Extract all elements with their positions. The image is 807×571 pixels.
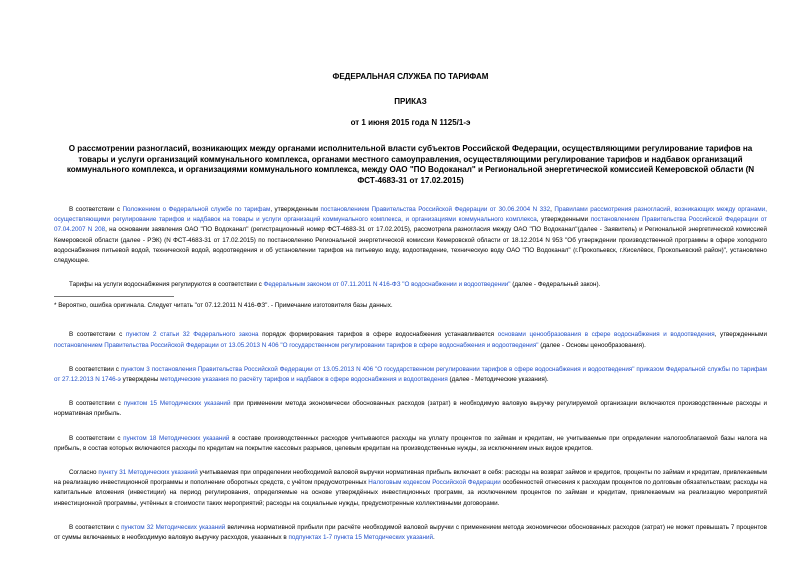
agency-heading: ФЕДЕРАЛЬНАЯ СЛУЖБА ПО ТАРИФАМ [332, 72, 489, 81]
text: при применении метода экономически обоснованных расходов (затрат) в необходимую валовую выручку регулируемой организации включаются производственные расходы и нормативная прибыль. [54, 400, 768, 418]
link-pricing-basics[interactable]: основами ценообразования в сфере водоснабжения и водоотведения [497, 331, 715, 339]
link-item-15[interactable]: пунктом 15 Методических указаний [123, 400, 231, 408]
text: Тарифы на услуги водоснабжения регулируются в соответствии с [69, 281, 264, 289]
paragraph-7 [54, 468, 767, 509]
text: особенностей отнесения к расходам процентов по долговым обязательствам; расходы на капитальные вложения (инвестиции) на период регулирования, определяемые на основе утверждённых инвестиционных программ, за исключением процентов по займам и кредитам, привлекаемым на реализацию мероприятий инвестиционной программы, учтённых в стоимости таких мероприятий; расходы на социальные нужды, предусмотренные коллективными договорами. [54, 479, 767, 507]
text: порядок формирования тарифов в сфере водоснабжения устанавливается [258, 331, 498, 339]
link-order-1746[interactable]: приказом Федеральной службы по тарифам от 27.12.2013 N 1746-э [54, 365, 768, 384]
text: В соответствии с [69, 206, 123, 213]
link-resolution-332[interactable]: постановлением Правительства Российской Федерации от 30.06.2004 N 332 [320, 206, 551, 213]
text: Согласно [69, 469, 99, 477]
link-item-18[interactable]: пунктом 18 Методических указаний [123, 434, 230, 442]
paragraph-3 [54, 330, 767, 350]
text: , утвержденными [714, 331, 768, 339]
link-resolution-406-item-3[interactable]: пунктом 3 постановления Правительства Российской Федерации от 13.05.2013 N 406 "О государственном регулировании тарифов в сфере водоснабжения и водоотведения" [120, 365, 635, 373]
text: (далее - Основы ценообразования). [538, 341, 646, 349]
link-fst-regulation[interactable]: Положением о Федеральной службе по тарифам [122, 206, 271, 213]
paragraph-1 [54, 205, 767, 266]
link-item-31[interactable]: пункту 31 Методических указаний [98, 469, 198, 477]
link-tax-code[interactable]: Налоговым кодексом Российской Федерации [368, 479, 501, 487]
text: В соответствии с [69, 434, 124, 442]
text: , [550, 206, 555, 213]
text: В соответствии с [69, 523, 122, 531]
text: В соответствии с [69, 331, 126, 339]
text: утверждены [120, 376, 161, 384]
text: учитываемая при определении необходимой валовой выручки нормативная прибыль включает в себя: расходы на возврат займов и кредитов, проценты по займам и кредитам, привлекаемым на реализацию инвестиционной программы и пополнение оборотных средств, с учётом предусмотренных [54, 469, 768, 487]
paragraph-6 [54, 434, 767, 454]
text: (далее - Федеральный закон). [510, 281, 601, 289]
link-item-32[interactable]: пунктом 32 Методических указаний [121, 523, 226, 531]
text: В соответствии с [69, 365, 121, 373]
paragraph-2 [54, 280, 767, 290]
text: величина нормативной прибыли при расчёте необходимой валовой выручки с применением метода экономически обоснованных расходов (затрат) не может превышать 7 процентов от суммы включаемых в необходимую валовую выручку расходов, указанных в [54, 523, 767, 542]
text: в составе производственных расходов учитываются расходы на уплату процентов по займам и кредитам, не учитываемые при определении налогооблагаемой базы налога на прибыль, в состав которых включаются расходы по кредитам на покрытие кассовых разрывов, целевым кредитам на производственные нужды, за исключением иных видов кредитов. [54, 434, 767, 452]
text: , на основании заявления ОАО "ПО Водоканал" (регистрационный номер ФСТ-4683-31 от 17.02.2015), рассмотрела разногласия между ОАО "ПО Водоканал"(далее - Заявитель) и Региональной энергетической комиссией Кемеровской области (далее - РЭК) (N ФСТ-4683-31 от 17.02.2015) по постановлению Региональной энергетической комиссии Кемеровской области от 18.12.2014 N 953 "Об утверждении производственной программы в сфере холодного водоснабжения питьевой водой, технической водой, водоотведения и об установлении тарифов на питьевую воду, водоотведение, техническую воду ОАО "ПО Водоканал" (г.Прокопьевск, г.Киселёвск, Прокопьевский район)", установлено следующее. [54, 226, 767, 265]
link-resolution-208[interactable]: постановлением Правительства Российской Федерации от 07.04.2007 N 208 [54, 216, 767, 234]
document-type-heading: ПРИКАЗ [394, 97, 427, 106]
text: , утвержденными [536, 216, 591, 224]
footnote-divider [54, 296, 174, 297]
text: , утвержденным [270, 206, 321, 213]
paragraph-5 [54, 399, 767, 419]
link-resolution-406[interactable]: постановлением Правительства Российской Федерации от 13.05.2013 N 406 "О государственном регулировании тарифов в сфере водоснабжения и водоотведения" [54, 341, 539, 349]
link-article-32[interactable]: пунктом 2 статьи 32 Федерального закона [125, 331, 259, 339]
paragraph-4 [54, 365, 767, 385]
link-methodical-guidelines[interactable]: методические указания по расчёту тарифов и надбавок в сфере водоснабжения и водоотведения [160, 376, 448, 384]
link-federal-law-416[interactable]: Федеральным законом от 07.11.2011 N 416-ФЗ "О водоснабжении и водоотведении" [263, 281, 511, 289]
paragraph-8 [54, 523, 767, 543]
text: В соответствии с [69, 400, 124, 408]
link-disagreement-rules[interactable]: Правилами рассмотрения разногласий, возникающих между органами, осуществляющими регулирование тарифов и надбавок на товары и услуги организаций коммунального комплекса, и организациями коммунального комплекса [54, 206, 768, 224]
date-number-heading: от 1 июня 2015 года N 1125/1-э [350, 118, 471, 127]
text: (далее - Методические указания). [447, 376, 549, 384]
link-subitems-1-7[interactable]: подпунктах 1-7 пункта 15 Методических указаний [288, 534, 434, 542]
document-title: О рассмотрении разногласий, возникающих между органами исполнительной власти субъектов Российской Федерации, осуществляющими регулирование тарифов на товары и услуги организаций коммунального комплекса, органами местного самоуправления, осуществляющими регулирование тарифов и надбавок организаций коммунального комплекса, и организациями коммунального комплекса, между ОАО "ПО Водоканал" и Региональной энергетической комиссией Кемеровской области (N ФСТ-4683-31 от 17.02.2015) [66, 144, 755, 185]
footnote: * Вероятно, ошибка оригинала. Следует читать "от 07.12.2011 N 416-ФЗ". - Примечание изготовителя базы данных. [54, 302, 393, 310]
text: . [433, 534, 435, 542]
